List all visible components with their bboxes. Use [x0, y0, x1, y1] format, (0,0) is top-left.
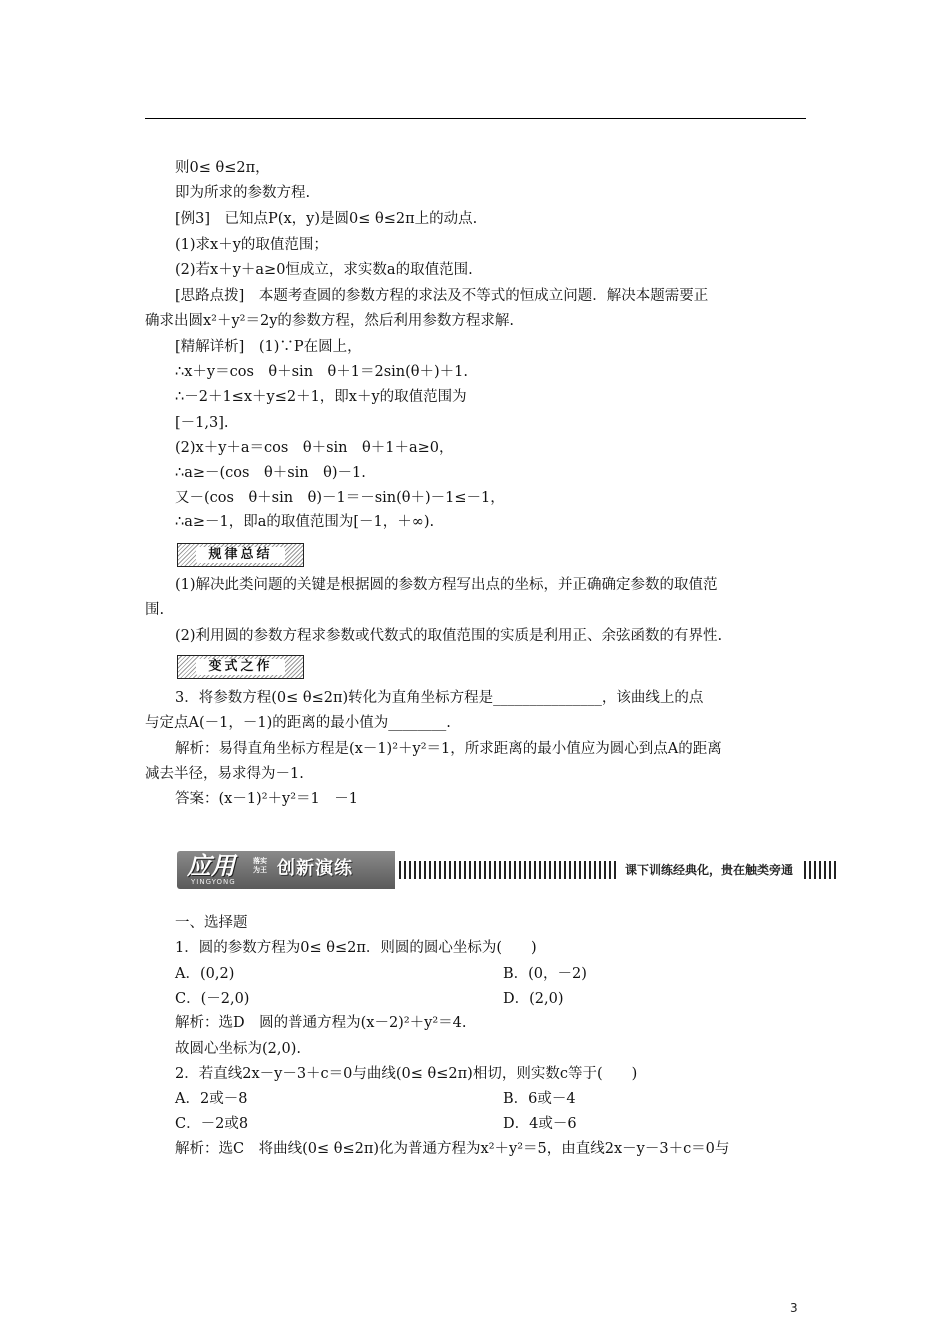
text-line: 确求出圆x²＋y²＝2y的参数方程，然后利用参数方程求解.	[145, 313, 515, 329]
banner-title: 创新演练	[277, 858, 353, 879]
text-line: ∴x＋y＝cos θ＋sin θ＋1＝2sin(θ＋)＋1.	[175, 364, 469, 380]
text-line: 与定点A(－1，－1)的距离的最小值为________.	[145, 715, 451, 731]
text-line: 又－(cos θ＋sin θ)－1＝－sin(θ＋)－1≤－1，	[175, 490, 505, 506]
page-number: 3	[790, 1301, 798, 1315]
question-3: 3．将参数方程(0≤ θ≤2π)转化为直角坐标方程是_______________，该曲线上的点	[175, 690, 704, 706]
answer-line: 答案：(x－1)²＋y²＝1 －1	[175, 791, 358, 807]
variant-badge	[177, 655, 304, 679]
text-line: [精解详析] (1)∵P在圆上，	[175, 339, 362, 355]
text-line: 解析：选D 圆的普通方程为(x－2)²＋y²＝4.	[175, 1015, 467, 1031]
q2-choice-c: C．－2或8	[175, 1116, 249, 1132]
question-2: 2．若直线2x－y－3＋c＝0与曲线(0≤ θ≤2π)相切，则实数c等于( )	[175, 1066, 638, 1082]
banner-pinyin: YINGYONG	[191, 878, 236, 886]
text-line: 故圆心坐标为(2,0).	[175, 1041, 301, 1057]
q1-choice-b: B．(0，－2)	[503, 966, 587, 982]
q2-choice-d: D．4或－6	[503, 1116, 577, 1132]
text-line: [－1,3].	[175, 415, 229, 431]
q1-choice-c: C．(－2,0)	[175, 991, 250, 1007]
text-line: (2)利用圆的参数方程求参数或代数式的取值范围的实质是利用正、余弦函数的有界性.	[175, 628, 723, 644]
text-line: (2)若x＋y＋a≥0恒成立，求实数a的取值范围.	[175, 262, 473, 278]
summary-badge-label: 规律总结	[196, 547, 285, 563]
example-heading: [例3] 已知点P(x，y)是圆0≤ θ≤2π上的动点.	[175, 211, 478, 227]
variant-badge-label: 变式之作	[196, 659, 285, 675]
q2-choice-b: B．6或－4	[503, 1091, 576, 1107]
q1-choice-a: A．(0,2)	[175, 966, 235, 982]
text-line: 围.	[145, 602, 165, 618]
banner-small-text: 落实 为王	[253, 857, 267, 874]
text-line: ∴a≥－(cos θ＋sin θ)－1.	[175, 465, 366, 481]
text-line: 则0≤ θ≤2π，	[175, 160, 270, 176]
text-line: 减去半径，易求得为－1.	[145, 766, 304, 782]
text-line: [思路点拨] 本题考查圆的参数方程的求法及不等式的恒成立问题．解决本题需要正	[175, 288, 709, 304]
summary-badge	[177, 543, 304, 567]
section-heading: 一、选择题	[175, 915, 248, 931]
text-line: (1)解决此类问题的关键是根据圆的参数方程写出点的坐标，并正确确定参数的取值范	[175, 577, 718, 593]
q1-choice-d: D．(2,0)	[503, 991, 564, 1007]
text-line: ∴a≥－1，即a的取值范围为[－1，＋∞).	[175, 514, 435, 530]
text-line: ∴－2＋1≤x＋y≤2＋1，即x＋y的取值范围为	[175, 389, 467, 405]
text-line: 解析：易得直角坐标方程是(x－1)²＋y²＝1，所求距离的最小值应为圆心到点A的距离	[175, 741, 722, 757]
text-line: 解析：选C 将曲线(0≤ θ≤2π)化为普通方程为x²＋y²＝5，由直线2x－y－3＋c＝0与	[175, 1141, 730, 1157]
banner-big-text: 应用	[187, 852, 235, 880]
q2-choice-a: A．2或－8	[175, 1091, 248, 1107]
text-line: 即为所求的参数方程.	[175, 185, 311, 201]
question-1: 1．圆的参数方程为0≤ θ≤2π．则圆的圆心坐标为( )	[175, 940, 537, 956]
section-banner	[177, 851, 839, 889]
header-rule	[145, 118, 806, 119]
text-line: (2)x＋y＋a＝cos θ＋sin θ＋1＋a≥0，	[175, 440, 454, 456]
banner-slogan: 课下训练经典化，贵在触类旁通	[617, 861, 801, 879]
text-line: (1)求x＋y的取值范围；	[175, 237, 328, 253]
